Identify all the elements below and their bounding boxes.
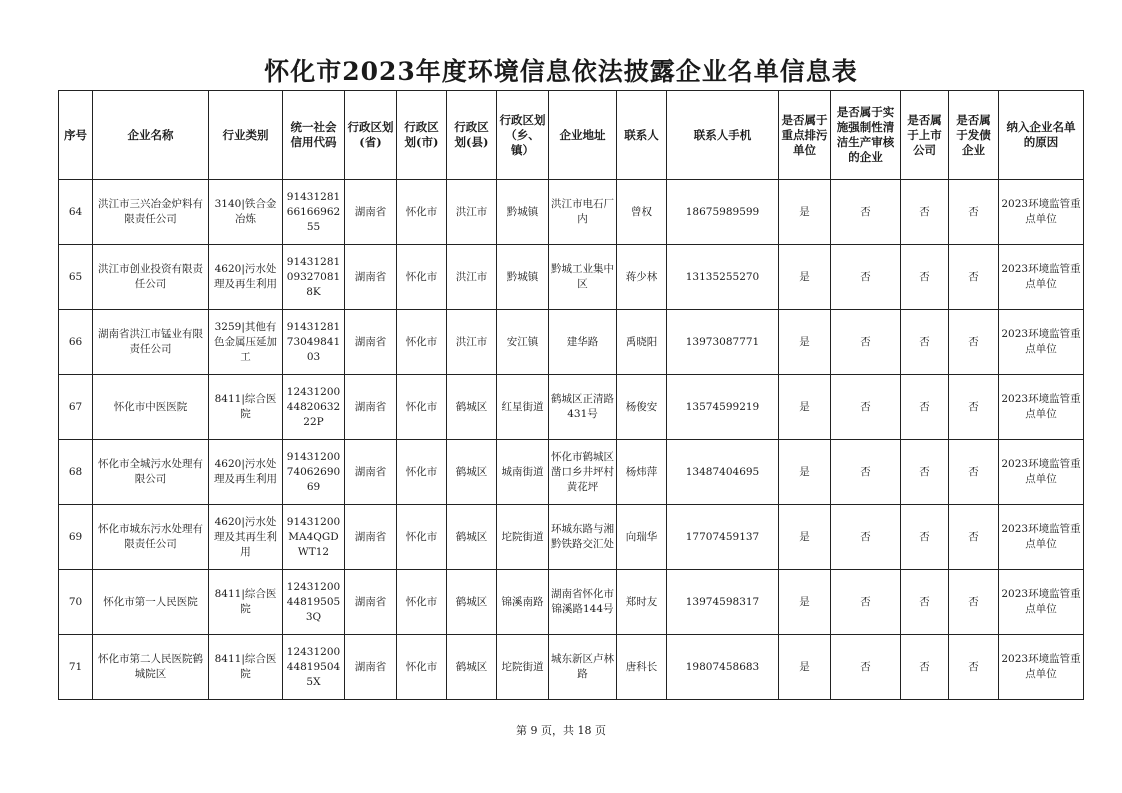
- cell-code: 12431200448195045X: [283, 635, 345, 700]
- cell-county: 鹤城区: [447, 375, 497, 440]
- document-title: 怀化市2023年度环境信息依法披露企业名单信息表: [264, 57, 858, 86]
- cell-contact: 蒋少林: [617, 245, 667, 310]
- cell-industry: 4620|污水处理及其再生利用: [209, 505, 283, 570]
- cell-town: 安江镇: [497, 310, 549, 375]
- cell-province: 湖南省: [345, 570, 397, 635]
- cell-address: 环城东路与湘黔铁路交汇处: [549, 505, 617, 570]
- cell-phone: 13574599219: [667, 375, 779, 440]
- cell-listed: 否: [901, 245, 949, 310]
- cell-key-polluter: 是: [779, 245, 831, 310]
- cell-key-polluter: 是: [779, 505, 831, 570]
- header-listed: 是否属于上市公司: [901, 91, 949, 180]
- cell-address: 洪江市电石厂内: [549, 180, 617, 245]
- table-row: [59, 440, 1084, 505]
- cell-bond: 否: [949, 570, 999, 635]
- cell-town: 红星街道: [497, 375, 549, 440]
- cell-phone: 17707459137: [667, 505, 779, 570]
- cell-no: 70: [59, 570, 93, 635]
- cell-no: 68: [59, 440, 93, 505]
- cell-bond: 否: [949, 440, 999, 505]
- cell-industry: 4620|污水处理及再生利用: [209, 440, 283, 505]
- cell-province: 湖南省: [345, 375, 397, 440]
- cell-contact: 杨俊安: [617, 375, 667, 440]
- cell-phone: 13974598317: [667, 570, 779, 635]
- header-key-polluter: 是否属于重点排污单位: [779, 91, 831, 180]
- cell-county: 鹤城区: [447, 505, 497, 570]
- cell-contact: 禹晓阳: [617, 310, 667, 375]
- cell-name: 怀化市城东污水处理有限责任公司: [93, 505, 209, 570]
- header-name: 企业名称: [93, 91, 209, 180]
- cell-code: 91431281093270818K: [283, 245, 345, 310]
- header-bond: 是否属于发债企业: [949, 91, 999, 180]
- cell-name: 怀化市第二人民医院鹤城院区: [93, 635, 209, 700]
- cell-city: 怀化市: [397, 505, 447, 570]
- cell-bond: 否: [949, 375, 999, 440]
- cell-industry: 8411|综合医院: [209, 375, 283, 440]
- cell-name: 洪江市创业投资有限责任公司: [93, 245, 209, 310]
- cell-listed: 否: [901, 310, 949, 375]
- cell-reason: 2023环境监管重点单位: [999, 245, 1084, 310]
- cell-reason: 2023环境监管重点单位: [999, 505, 1084, 570]
- cell-province: 湖南省: [345, 310, 397, 375]
- cell-no: 67: [59, 375, 93, 440]
- cell-address: 鹤城区正清路431号: [549, 375, 617, 440]
- cell-phone: 13973087771: [667, 310, 779, 375]
- table-row: [59, 310, 1084, 375]
- cell-city: 怀化市: [397, 180, 447, 245]
- header-city: 行政区划(市): [397, 91, 447, 180]
- cell-town: 锦溪南路: [497, 570, 549, 635]
- cell-key-polluter: 是: [779, 635, 831, 700]
- cell-clean-production: 否: [831, 505, 901, 570]
- cell-clean-production: 否: [831, 635, 901, 700]
- cell-reason: 2023环境监管重点单位: [999, 180, 1084, 245]
- cell-listed: 否: [901, 635, 949, 700]
- cell-code: 914312817304984103: [283, 310, 345, 375]
- cell-county: 鹤城区: [447, 635, 497, 700]
- header-clean-production: 是否属于实施强制性清洁生产审核的企业: [831, 91, 901, 180]
- cell-town: 黔城镇: [497, 245, 549, 310]
- cell-address: 建华路: [549, 310, 617, 375]
- cell-reason: 2023环境监管重点单位: [999, 310, 1084, 375]
- cell-town: 坨院街道: [497, 505, 549, 570]
- cell-listed: 否: [901, 440, 949, 505]
- cell-city: 怀化市: [397, 245, 447, 310]
- cell-county: 鹤城区: [447, 570, 497, 635]
- cell-no: 64: [59, 180, 93, 245]
- cell-industry: 8411|综合医院: [209, 570, 283, 635]
- cell-reason: 2023环境监管重点单位: [999, 375, 1084, 440]
- header-reason: 纳入企业名单的原因: [999, 91, 1084, 180]
- cell-code: 914312816616696255: [283, 180, 345, 245]
- cell-no: 65: [59, 245, 93, 310]
- table-row: [59, 180, 1084, 245]
- cell-city: 怀化市: [397, 440, 447, 505]
- header-industry: 行业类别: [209, 91, 283, 180]
- cell-code: 914312007406269069: [283, 440, 345, 505]
- cell-code: 12431200448195053Q: [283, 570, 345, 635]
- cell-phone: 13487404695: [667, 440, 779, 505]
- cell-phone: 19807458683: [667, 635, 779, 700]
- cell-industry: 4620|污水处理及再生利用: [209, 245, 283, 310]
- cell-address: 黔城工业集中区: [549, 245, 617, 310]
- cell-city: 怀化市: [397, 570, 447, 635]
- header-contact: 联系人: [617, 91, 667, 180]
- header-no: 序号: [59, 91, 93, 180]
- cell-bond: 否: [949, 245, 999, 310]
- header-province: 行政区划(省): [345, 91, 397, 180]
- header-address: 企业地址: [549, 91, 617, 180]
- cell-bond: 否: [949, 310, 999, 375]
- cell-reason: 2023环境监管重点单位: [999, 570, 1084, 635]
- cell-province: 湖南省: [345, 180, 397, 245]
- cell-phone: 13135255270: [667, 245, 779, 310]
- header-phone: 联系人手机: [667, 91, 779, 180]
- cell-name: 怀化市中医医院: [93, 375, 209, 440]
- cell-county: 洪江市: [447, 310, 497, 375]
- cell-code: 91431200MA4QGDWT12: [283, 505, 345, 570]
- table-row: [59, 570, 1084, 635]
- page-footer: 第 9 页，共 18 页: [516, 724, 606, 737]
- enterprise-table: [58, 90, 1084, 700]
- cell-name: 怀化市全城污水处理有限公司: [93, 440, 209, 505]
- cell-province: 湖南省: [345, 635, 397, 700]
- cell-clean-production: 否: [831, 310, 901, 375]
- cell-bond: 否: [949, 635, 999, 700]
- cell-reason: 2023环境监管重点单位: [999, 440, 1084, 505]
- cell-listed: 否: [901, 505, 949, 570]
- cell-city: 怀化市: [397, 375, 447, 440]
- cell-contact: 杨炜萍: [617, 440, 667, 505]
- cell-key-polluter: 是: [779, 570, 831, 635]
- cell-clean-production: 否: [831, 180, 901, 245]
- cell-contact: 向瑞华: [617, 505, 667, 570]
- cell-name: 湖南省洪江市锰业有限责任公司: [93, 310, 209, 375]
- cell-province: 湖南省: [345, 440, 397, 505]
- cell-listed: 否: [901, 570, 949, 635]
- cell-listed: 否: [901, 180, 949, 245]
- header-town: 行政区划（乡、镇）: [497, 91, 549, 180]
- cell-key-polluter: 是: [779, 180, 831, 245]
- cell-county: 鹤城区: [447, 440, 497, 505]
- cell-province: 湖南省: [345, 505, 397, 570]
- cell-address: 怀化市鹤城区凿口乡井坪村黄花坪: [549, 440, 617, 505]
- cell-bond: 否: [949, 505, 999, 570]
- header-code: 统一社会信用代码: [283, 91, 345, 180]
- cell-contact: 曾权: [617, 180, 667, 245]
- cell-no: 69: [59, 505, 93, 570]
- table-row: [59, 245, 1084, 310]
- cell-city: 怀化市: [397, 310, 447, 375]
- cell-county: 洪江市: [447, 180, 497, 245]
- cell-industry: 3259|其他有色金属压延加工: [209, 310, 283, 375]
- cell-address: 城东新区卢林路: [549, 635, 617, 700]
- cell-county: 洪江市: [447, 245, 497, 310]
- cell-clean-production: 否: [831, 245, 901, 310]
- cell-clean-production: 否: [831, 440, 901, 505]
- cell-town: 黔城镇: [497, 180, 549, 245]
- cell-name: 洪江市三兴冶金炉料有限责任公司: [93, 180, 209, 245]
- cell-province: 湖南省: [345, 245, 397, 310]
- cell-no: 66: [59, 310, 93, 375]
- cell-contact: 郑时友: [617, 570, 667, 635]
- cell-town: 坨院街道: [497, 635, 549, 700]
- cell-key-polluter: 是: [779, 310, 831, 375]
- cell-listed: 否: [901, 375, 949, 440]
- cell-code: 124312004482063222P: [283, 375, 345, 440]
- cell-name: 怀化市第一人民医院: [93, 570, 209, 635]
- cell-bond: 否: [949, 180, 999, 245]
- cell-industry: 8411|综合医院: [209, 635, 283, 700]
- cell-key-polluter: 是: [779, 375, 831, 440]
- table-header-row: [59, 91, 1084, 180]
- cell-clean-production: 否: [831, 375, 901, 440]
- cell-town: 城南街道: [497, 440, 549, 505]
- cell-key-polluter: 是: [779, 440, 831, 505]
- cell-no: 71: [59, 635, 93, 700]
- table-row: [59, 635, 1084, 700]
- cell-clean-production: 否: [831, 570, 901, 635]
- header-county: 行政区划(县): [447, 91, 497, 180]
- table-row: [59, 505, 1084, 570]
- cell-city: 怀化市: [397, 635, 447, 700]
- cell-reason: 2023环境监管重点单位: [999, 635, 1084, 700]
- cell-industry: 3140|铁合金冶炼: [209, 180, 283, 245]
- cell-contact: 唐科长: [617, 635, 667, 700]
- cell-phone: 18675989599: [667, 180, 779, 245]
- cell-address: 湖南省怀化市锦溪路144号: [549, 570, 617, 635]
- table-row: [59, 375, 1084, 440]
